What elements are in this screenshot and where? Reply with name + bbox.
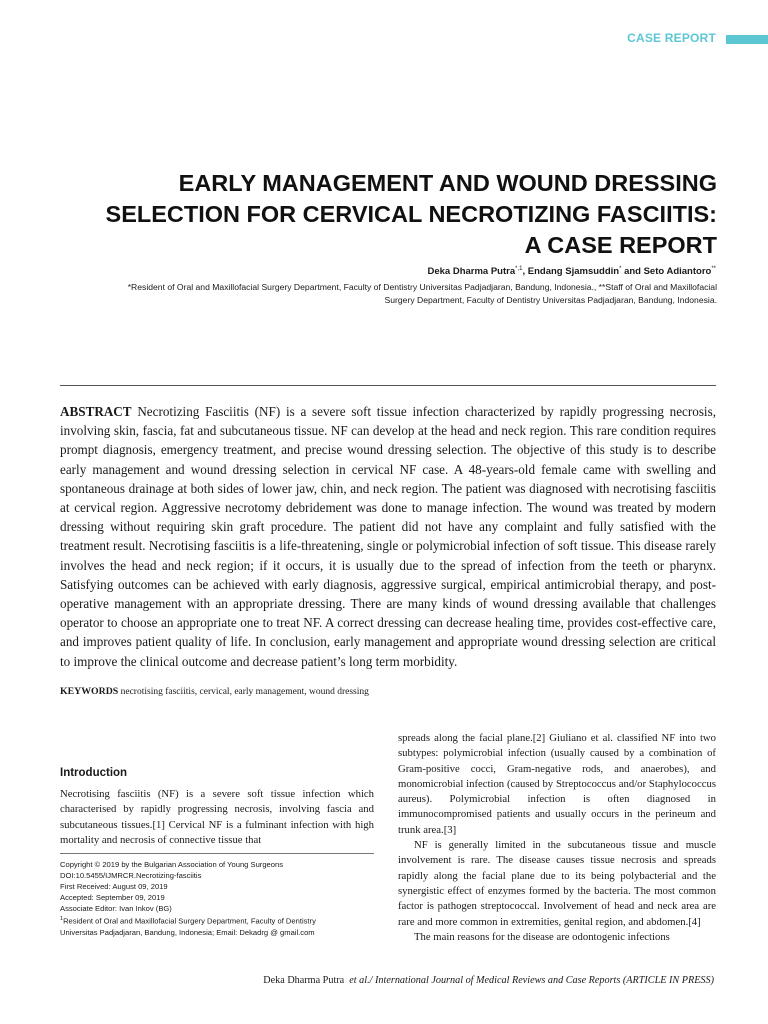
keywords-text: necrotising fasciitis, cervical, early management, wound dressing bbox=[120, 687, 369, 697]
author-marker: *,1 bbox=[515, 266, 523, 272]
author-name: Seto Adiantoro bbox=[643, 266, 712, 278]
body-paragraph: NF is generally limited in the subcutaneous tissue and muscle involvement is rare. The disease causes tissue necrosis and spreads rapidly along the facial plane due to its being polybacterial and the synergistic effect of enzymes formed by the bacteria. The most common factor is pathogen streptococcal. Involvement of head and neck area are rare and more common in extremities, genital region, and abdomen.[4] bbox=[398, 839, 716, 928]
affiliation-line: Surgery Department, Faculty of Dentistry Universitas Padjadjaran, Bandung, Indonesia. bbox=[384, 294, 717, 305]
corresponding-affiliation bbox=[60, 914, 316, 927]
page-footer bbox=[263, 975, 714, 986]
title-line: EARLY MANAGEMENT AND WOUND DRESSING bbox=[178, 170, 717, 196]
author-marker: * bbox=[619, 266, 622, 272]
keywords-label: KEYWORDS bbox=[60, 686, 119, 697]
abstract bbox=[60, 402, 716, 671]
affiliations bbox=[40, 281, 717, 306]
abstract-text: Necrotizing Fasciitis (NF) is a severe soft tissue infection characterized by rapidly progressing necrosis, involving skin, fascia, fat and subcutaneous tissue. NF can develop at the head and neck region. This rare condition requires prompt diagnosis, emergency treatment, and precise wound dressing selection. The objective of this study is to describe early management and wound dressing selection in cervical NF case. A 48-years-old female came with swelling and spontaneous drainage at both sides of lower jaw, chin, and neck region. The patient was diagnosed with necrotising fasciitis at cervical region. Aggressive necrotomy debridement was done to manage infection. The wound was treated by modern dressing without requiring skin graft procedure. The patient did not have any complaint and fully satisfied with the treatment result. Necrotising fasciitis is a life-threatening, single or polymicrobial infection of soft tissue. This disease rarely involves the head and neck region; if it occurs, it is usually due to the spread of infection from the teeth or pharynx. Satisfying outcomes can be achieved with early diagnosis, aggressive surgical, empirical antimicrobial therapy, and post-operative management with an appropriate dressing. There are many kinds of wound dressing available that challenges operator to choose an appropriate one to treat NF. A correct dressing can decrease healing time, provides cost-effective care, and improves patient quality of life. In conclusion, early management and appropriate wound dressing selection are critical to improve the clinical outcome and decrease patient’s long term morbidity. bbox=[60, 404, 716, 669]
accepted-date: Accepted: September 09, 2019 bbox=[60, 893, 165, 903]
author-name: Deka Dharma Putra bbox=[427, 266, 516, 278]
footnote-divider bbox=[60, 853, 374, 854]
author-conjunction: and bbox=[624, 266, 641, 278]
title-line: A CASE REPORT bbox=[524, 232, 717, 258]
abstract-label: ABSTRACT bbox=[60, 404, 132, 419]
introduction-paragraph: Necrotising fasciitis (NF) is a severe soft tissue infection which characterised by rapidly progressing necrosis, involving fascia and subcutaneous tissues.[1] Cervical NF is a fulminant infection with high mortality and necrosis of connective tissue that bbox=[60, 788, 374, 846]
received-date: First Received: August 09, 2019 bbox=[60, 882, 168, 892]
article-title bbox=[40, 168, 717, 261]
footnote-marker: 1 bbox=[60, 916, 64, 923]
author-list: Deka Dharma Putra$^{*,1}$, Endang Sjamsuddin* and Seto Adiantoro** bbox=[427, 266, 716, 278]
section-accent-bar bbox=[726, 35, 768, 44]
footer-journal: et al./ International Journal of Medical Reviews and Case Reports (ARTICLE IN PRESS) bbox=[349, 975, 714, 986]
keywords bbox=[60, 686, 369, 697]
article-footnotes bbox=[60, 859, 316, 938]
title-line: SELECTION FOR CERVICAL NECROTIZING FASCIITIS: bbox=[105, 201, 717, 227]
right-column bbox=[398, 731, 716, 945]
author-marker: ** bbox=[711, 266, 716, 272]
copyright-line: Copyright © 2019 by the Bulgarian Association of Young Surgeons bbox=[60, 860, 284, 869]
section-heading-introduction: Introduction bbox=[60, 767, 128, 779]
footer-author: Deka Dharma Putra bbox=[263, 975, 345, 986]
section-label: CASE REPORT bbox=[627, 31, 716, 45]
associate-editor: Associate Editor: Ivan Inkov (BG) bbox=[60, 904, 172, 914]
doi-line: DOI:10.5455/IJMRCR.Necrotizing-fasciitis bbox=[60, 871, 202, 881]
corresponding-email-line: Universitas Padjadjaran, Bandung, Indonesia; Email: Dekadrg @ gmail.com bbox=[60, 928, 315, 938]
author-name: Endang Sjamsuddin bbox=[527, 266, 620, 278]
affiliation-text: Resident of Oral and Maxillofacial Surgery Department, Faculty of Dentistry bbox=[63, 917, 316, 926]
body-paragraph: spreads along the facial plane.[2] Giuliano et al. classified NF into two subtypes: polymicrobial infection (usually caused by a combination of Gram-positive cocci, Gram-negative rods, and anaerobes), and monomicrobial infection (caused by Streptococcus and/or Staphylococcus aureus). Polymicrobial infection is often diagnosed in immunocompromised patients and usually occurs in the perineum and trunk area.[3] bbox=[398, 732, 716, 836]
abstract-divider bbox=[60, 385, 716, 386]
affiliation-line: *Resident of Oral and Maxillofacial Surgery Department, Faculty of Dentistry Universitas Padjadjaran, Bandung, Indonesia., **Staff of Oral and Maxillofacial bbox=[127, 282, 717, 292]
body-paragraph: The main reasons for the disease are odontogenic infections bbox=[414, 930, 670, 943]
